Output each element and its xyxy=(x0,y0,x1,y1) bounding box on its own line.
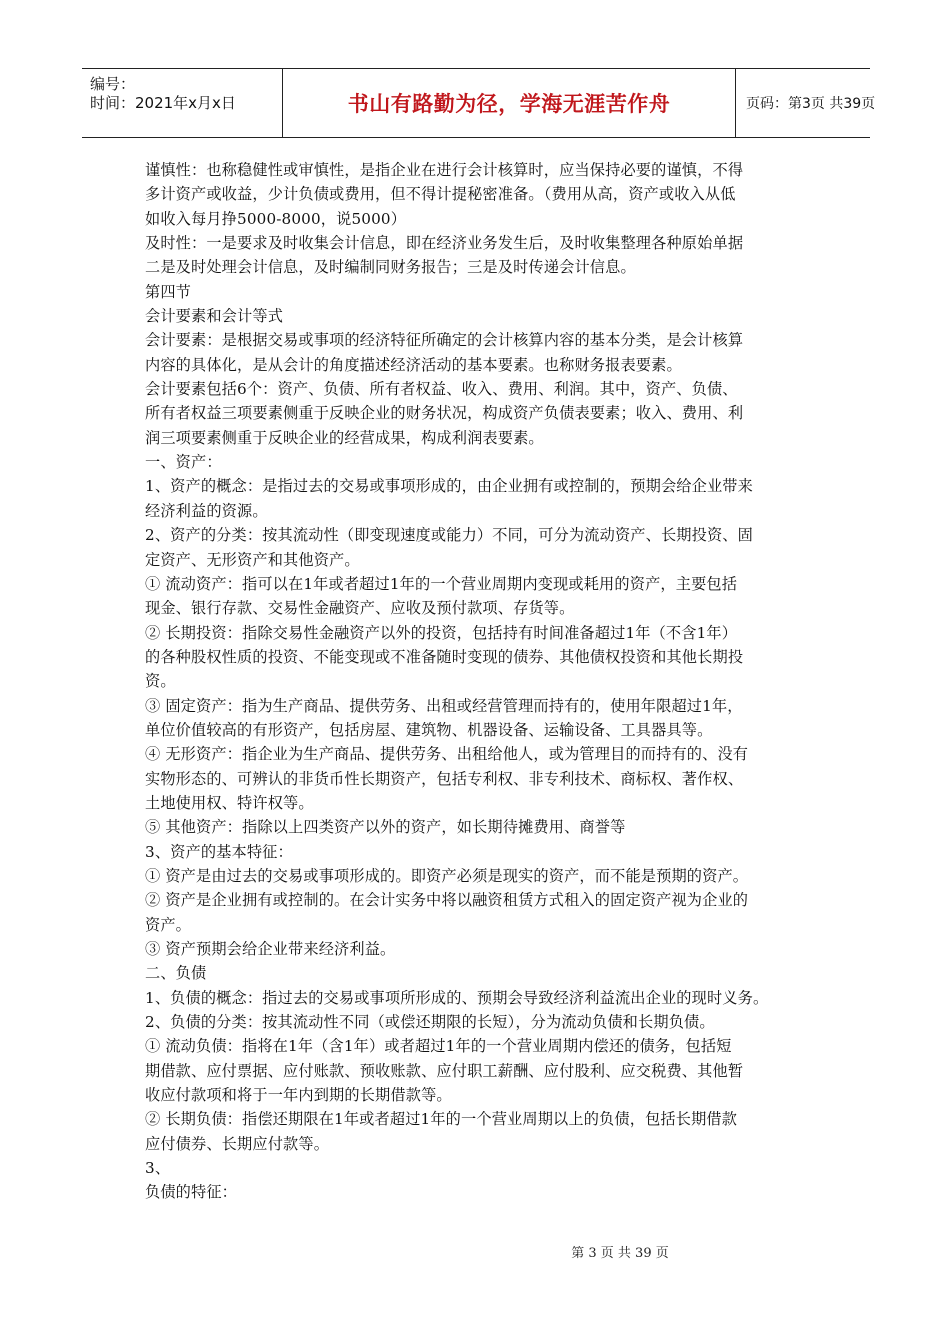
text-line: 2、资产的分类：按其流动性（即变现速度或能力）不同，可分为流动资产、长期投资、固 xyxy=(145,526,753,545)
text-line: 及时性：一是要求及时收集会计信息，即在经济业务发生后，及时收集整理各种原始单据 xyxy=(145,234,744,253)
text-line: 期借款、应付票据、应付账款、预收账款、应付职工薪酬、应付股利、应交税费、其他暂 xyxy=(145,1061,744,1080)
text-line: 资。 xyxy=(145,672,176,691)
text-line: 定资产、无形资产和其他资产。 xyxy=(145,550,360,569)
text-line: ② 资产是企业拥有或控制的。在会计实务中将以融资租赁方式租入的固定资产视为企业的 xyxy=(145,891,749,910)
text-line: 多计资产或收益，少计负债或费用，但不得计提秘密准备。（费用从高，资产或收入从低 xyxy=(145,185,736,204)
page-header xyxy=(82,68,876,138)
text-line: 谨慎性：也称稳健性或审慎性，是指企业在进行会计核算时，应当保持必要的谨慎，不得 xyxy=(145,161,744,179)
text-line: 3、 xyxy=(145,1159,171,1178)
header-page-info: 页码：第3页 共39页 xyxy=(746,96,876,112)
page-footer: 第 3 页 共 39 页 xyxy=(571,1246,669,1261)
text-line: 内容的具体化，是从会计的角度描述经济活动的基本要素。也称财务报表要素。 xyxy=(145,355,682,374)
text-line: 资产。 xyxy=(145,915,192,934)
text-line: 二、负债 xyxy=(145,964,207,983)
text-line: 土地使用权、特许权等。 xyxy=(145,793,314,812)
header-middle-cell xyxy=(282,69,736,137)
document-body xyxy=(145,158,825,1205)
header-left-cell xyxy=(82,69,282,137)
text-line: 3、资产的基本特征： xyxy=(145,842,293,861)
document-date-label: 时间：2021年x月x日 xyxy=(90,94,236,112)
text-line: 第四节 xyxy=(145,282,192,301)
text-line: 会计要素和会计等式 xyxy=(145,307,284,326)
text-line: 会计要素：是根据交易或事项的经济特征所确定的会计核算内容的基本分类，是会计核算 xyxy=(145,331,744,350)
text-line: ④ 无形资产：指企业为生产商品、提供劳务、出租给他人，或为管理目的而持有的、没有 xyxy=(145,745,749,764)
text-line: 会计要素包括6个：资产、负债、所有者权益、收入、费用、利润。其中，资产、负债、 xyxy=(145,380,738,399)
header-motto: 书山有路勤为径，学海无涯苦作舟 xyxy=(347,92,671,116)
text-line: ② 长期负债：指偿还期限在1年或者超过1年的一个营业周期以上的负债，包括长期借款 xyxy=(145,1110,738,1129)
text-line: ① 资产是由过去的交易或事项形成的。即资产必须是现实的资产，而不能是预期的资产。 xyxy=(145,866,749,885)
text-line: 的各种股权性质的投资、不能变现或不准备随时变现的债券、其他债权投资和其他长期投 xyxy=(145,647,744,666)
text-line: 负债的特征： xyxy=(145,1183,238,1202)
text-line: 1、资产的概念：是指过去的交易或事项形成的，由企业拥有或控制的，预期会给企业带来 xyxy=(145,477,753,496)
text-line: ① 流动负债：指将在1年（含1年）或者超过1年的一个营业周期内偿还的债务，包括短 xyxy=(145,1037,732,1056)
text-line: ③ 固定资产：指为生产商品、提供劳务、出租或经营管理而持有的，使用年限超过1年， xyxy=(145,696,743,715)
text-line: 如收入每月挣5000-8000，说5000） xyxy=(145,209,407,228)
text-line: ③ 资产预期会给企业带来经济利益。 xyxy=(145,940,396,958)
text-line: 2、负债的分类：按其流动性不同（或偿还期限的长短），分为流动负债和长期负债。 xyxy=(145,1013,715,1032)
text-line: 所有者权益三项要素侧重于反映企业的财务状况，构成资产负债表要素；收入、费用、利 xyxy=(145,404,744,423)
text-line: 实物形态的、可辨认的非货币性长期资产，包括专利权、非专利技术、商标权、著作权、 xyxy=(145,769,744,788)
text-line: ① 流动资产：指可以在1年或者超过1年的一个营业周期内变现或耗用的资产，主要包括 xyxy=(145,574,738,593)
text-line: 润三项要素侧重于反映企业的经营成果，构成利润表要素。 xyxy=(145,428,544,447)
header-right-cell xyxy=(736,69,876,137)
text-line: 1、负债的概念：指过去的交易或事项所形成的、预期会导致经济利益流出企业的现时义务。 xyxy=(145,988,769,1007)
text-line: ⑤ 其他资产：指除以上四类资产以外的资产，如长期待摊费用、商誉等 xyxy=(145,818,626,837)
document-number-label: 编号： xyxy=(90,75,136,93)
text-line: 应付债券、长期应付款等。 xyxy=(145,1134,330,1153)
text-line: 二是及时处理会计信息，及时编制同财务报告；三是及时传递会计信息。 xyxy=(145,258,636,277)
text-line: 经济利益的资源。 xyxy=(145,501,268,520)
text-line: ② 长期投资：指除交易性金融资产以外的投资，包括持有时间准备超过1年（不含1年） xyxy=(145,623,738,642)
text-line: 单位价值较高的有形资产，包括房屋、建筑物、机器设备、运输设备、工具器具等。 xyxy=(145,720,713,739)
text-line: 一、资产： xyxy=(145,453,222,472)
text-line: 现金、银行存款、交易性金融资产、应收及预付款项、存货等。 xyxy=(145,599,575,618)
text-line: 收应付款项和将于一年内到期的长期借款等。 xyxy=(145,1086,452,1105)
